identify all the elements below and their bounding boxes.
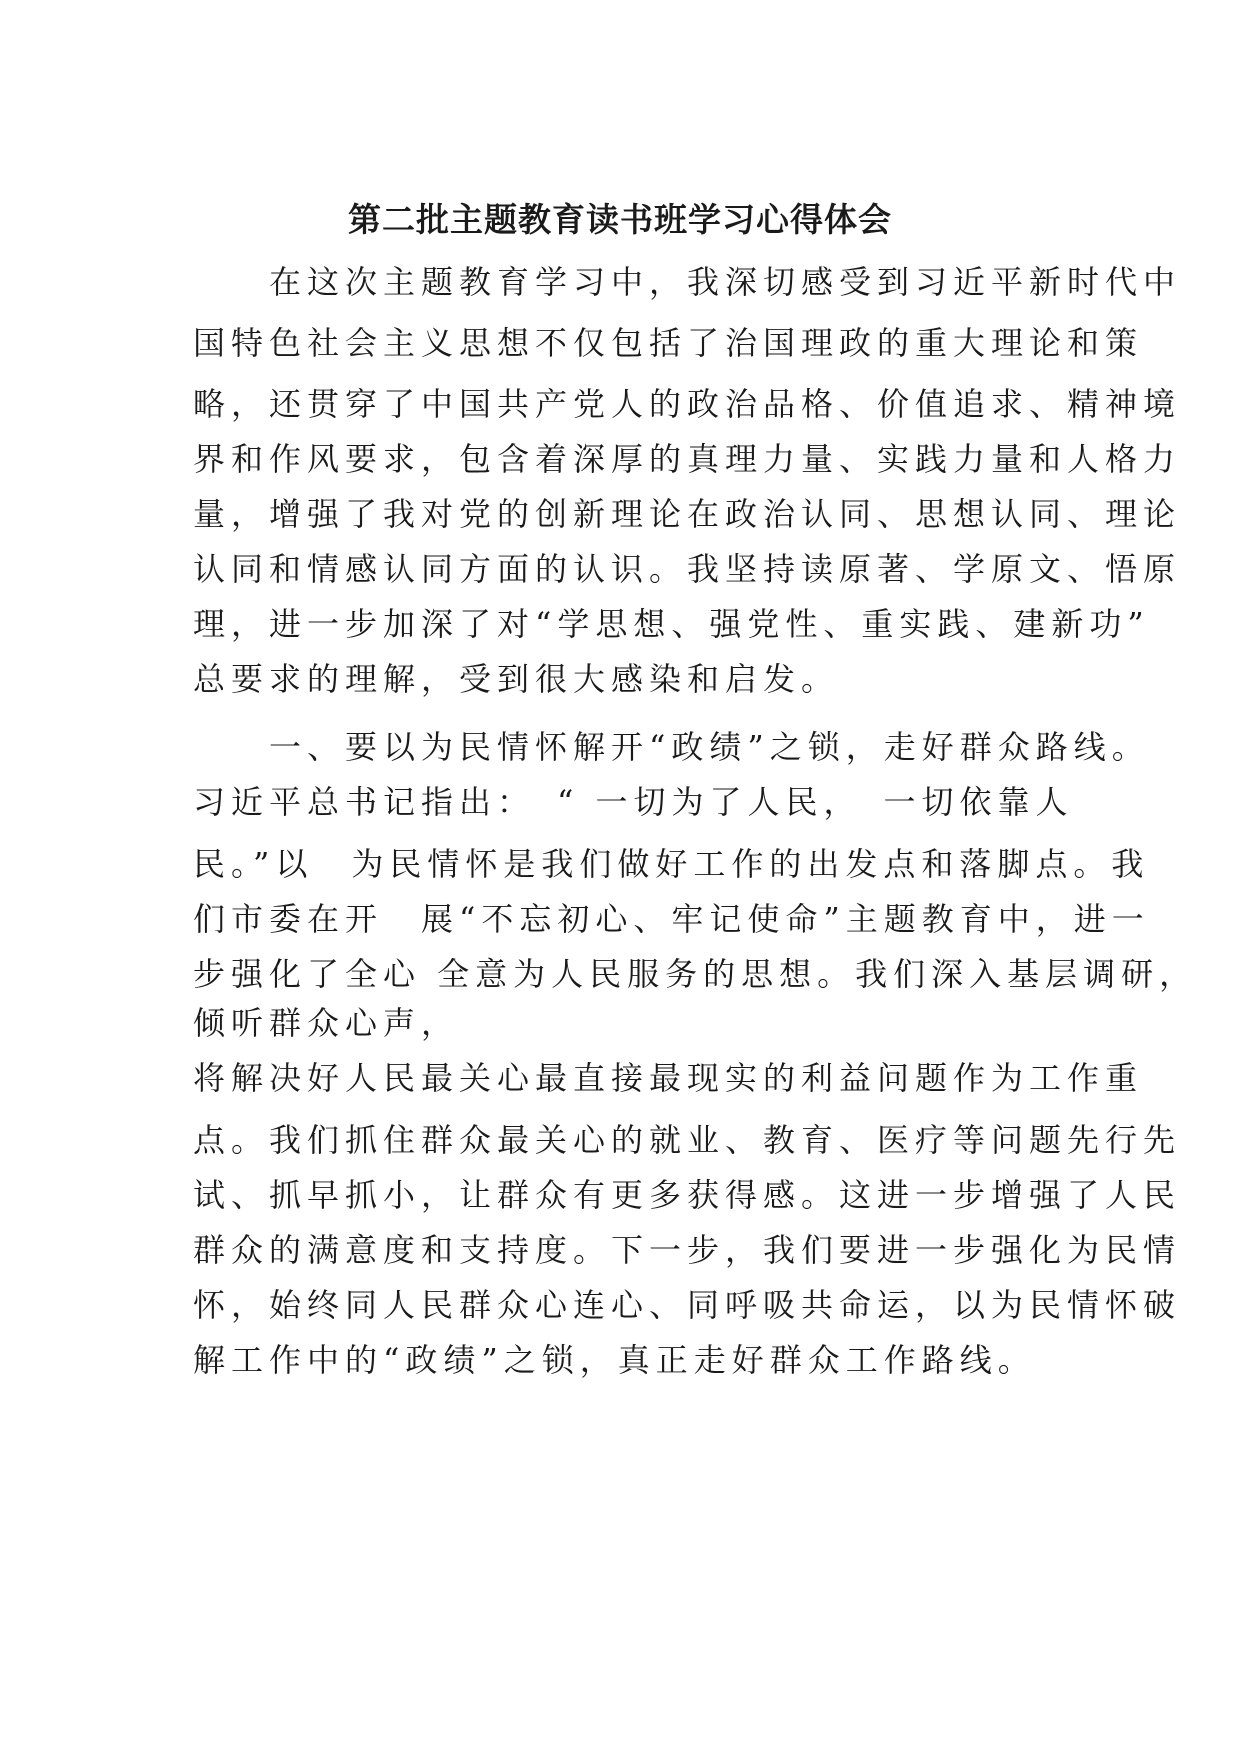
text-line: 量，增强了我对党的创新理论在政治认同、思想认同、理论 <box>193 495 1182 533</box>
text-line: 界和作风要求，包含着深厚的真理力量、实践力量和人格力 <box>193 440 1182 478</box>
text-line: 在这次主题教育学习中，我深切感受到习近平新时代中 <box>193 263 1182 301</box>
text-line: 一、要以为民情怀解开“政绩”之锁，走好群众路线。 <box>193 728 1150 766</box>
text-line: 理，进一步加深了对“学思想、强党性、重实践、建新功” <box>193 605 1150 643</box>
text-line: 们市委在开 展“不忘初心、牢记使命”主题教育中，进一 <box>193 900 1150 938</box>
text-line: 解工作中的“政绩”之锁，真正走好群众工作路线。 <box>193 1341 1036 1379</box>
text-line: 怀，始终同人民群众心连心、同呼吸共命运，以为民情怀破 <box>193 1286 1182 1324</box>
text-line: 倾听群众心声， <box>193 1004 460 1042</box>
text-line: 国特色社会主义思想不仅包括了治国理政的重大理论和策 <box>193 324 1144 362</box>
text-line: 民。”以 为民情怀是我们做好工作的出发点和落脚点。我 <box>193 845 1150 883</box>
text-line: 将解决好人民最关心最直接最现实的利益问题作为工作重 <box>193 1059 1144 1097</box>
text-line: 点。我们抓住群众最关心的就业、教育、医疗等问题先行先 <box>193 1121 1182 1159</box>
document-title: 第二批主题教育读书班学习心得体会 <box>348 200 892 239</box>
text-line: 略，还贯穿了中国共产党人的政治品格、价值追求、精神境 <box>193 385 1182 423</box>
text-line: 习近平总书记指出： “ 一切为了人民， 一切依靠人 <box>193 783 1074 821</box>
text-line: 试、抓早抓小，让群众有更多获得感。这进一步增强了人民 <box>193 1176 1182 1214</box>
text-line: 总要求的理解，受到很大感染和启发。 <box>193 660 840 698</box>
text-line: 步强化了全心 全意为人民服务的思想。我们深入基层调研， <box>193 955 1198 993</box>
text-line: 群众的满意度和支持度。下一步，我们要进一步强化为民情 <box>193 1231 1182 1269</box>
text-line: 认同和情感认同方面的认识。我坚持读原著、学原文、悟原 <box>193 550 1182 588</box>
